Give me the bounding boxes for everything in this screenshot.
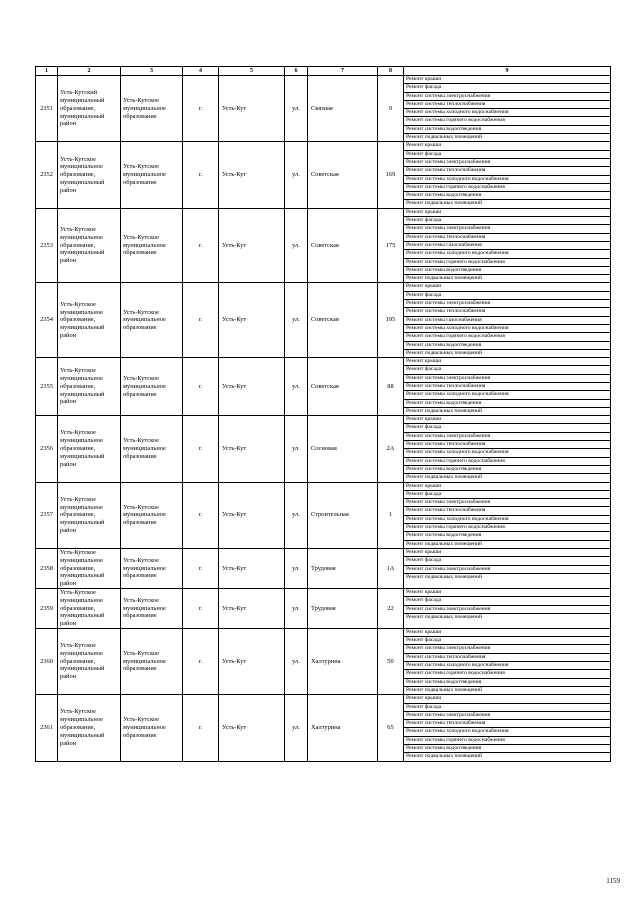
work-item: Ремонт системы горячего водоснабжения <box>404 259 610 267</box>
row-number-cell: 2360 <box>36 628 58 694</box>
work-item: Ремонт системы горячего водоснабжения <box>404 524 610 532</box>
column-number: 4 <box>183 67 219 76</box>
work-item: Ремонт системы горячего водоснабжения <box>404 333 610 341</box>
work-item: Ремонт подвальных помещений <box>406 573 483 580</box>
row-number-cell: 2357 <box>36 482 58 548</box>
street-cell: Советская <box>308 283 378 358</box>
table-row <box>36 695 611 761</box>
locality-cell: Усть-Кут <box>219 588 285 628</box>
municipality-cell: Усть-Кутское муниципальное образование <box>121 628 183 694</box>
column-number-row <box>36 67 611 76</box>
work-item: Ремонт фасада <box>404 491 610 499</box>
locality-cell: Усть-Кут <box>219 548 285 588</box>
work-item: Ремонт подвальных помещений <box>406 134 483 141</box>
municipality-cell: Усть-Кутское муниципальное образование <box>121 482 183 548</box>
locality-type-cell: г. <box>183 76 219 142</box>
table-row <box>36 208 611 283</box>
municipality-cell: Усть-Кутское муниципальное образование <box>121 416 183 482</box>
house-cell: 65 <box>378 695 404 761</box>
table-body <box>36 67 611 762</box>
row-number-cell: 2351 <box>36 76 58 142</box>
work-item: Ремонт системы теплоснабжения <box>404 507 610 515</box>
work-item: Ремонт крыши <box>404 549 610 557</box>
table-row <box>36 482 611 548</box>
table-row <box>36 628 611 694</box>
municipality-cell: Усть-Кутское муниципальное образование <box>121 548 183 588</box>
work-item: Ремонт системы водоотведения <box>404 267 610 275</box>
street-type-cell: ул. <box>285 208 308 283</box>
house-cell: 9 <box>378 76 404 142</box>
table-row <box>36 283 611 358</box>
page-number: 1159 <box>606 877 620 885</box>
work-item: Ремонт системы электроснабжения <box>404 375 610 383</box>
works-cell <box>404 358 611 416</box>
house-cell: 2А <box>378 416 404 482</box>
municipality-cell: Усть-Кутское муниципальное образование <box>121 283 183 358</box>
work-item: Ремонт системы электроснабжения <box>404 606 610 614</box>
work-item: Ремонт системы холодного водоснабжения <box>404 516 610 524</box>
row-number-cell: 2352 <box>36 142 58 208</box>
work-item: Ремонт фасада <box>404 151 610 159</box>
street-cell: Трудовая <box>308 548 378 588</box>
row-number-cell: 2356 <box>36 416 58 482</box>
work-item: Ремонт системы водоотведения <box>404 126 610 134</box>
work-item: Ремонт системы электроснабжения <box>404 300 610 308</box>
locality-type-cell: г. <box>183 358 219 416</box>
locality-cell: Усть-Кут <box>219 695 285 761</box>
work-item: Ремонт системы горячего водоснабжения <box>404 737 610 745</box>
work-item: Ремонт фасада <box>404 366 610 374</box>
house-cell: 22 <box>378 588 404 628</box>
street-cell: Советская <box>308 208 378 283</box>
work-item: Ремонт крыши <box>404 283 610 291</box>
locality-cell: Усть-Кут <box>219 628 285 694</box>
column-number: 6 <box>285 67 308 76</box>
locality-cell: Усть-Кут <box>219 358 285 416</box>
work-item: Ремонт системы электроснабжения <box>404 566 610 574</box>
column-number: 1 <box>36 67 58 76</box>
work-item: Ремонт крыши <box>404 629 610 637</box>
works-cell <box>404 283 611 358</box>
house-cell: 1 <box>378 482 404 548</box>
work-item: Ремонт системы электроснабжения <box>404 433 610 441</box>
works-cell <box>404 142 611 208</box>
row-number-cell: 2353 <box>36 208 58 283</box>
work-item: Ремонт подвальных помещений <box>406 349 483 356</box>
house-cell: 195 <box>378 283 404 358</box>
works-cell <box>404 628 611 694</box>
works-cell <box>404 588 611 628</box>
work-item: Ремонт системы теплоснабжения <box>404 441 610 449</box>
work-item: Ремонт системы горячего водоснабжения <box>404 117 610 125</box>
work-item: Ремонт подвальных помещений <box>406 407 483 414</box>
locality-cell: Усть-Кут <box>219 283 285 358</box>
street-cell: Сосновая <box>308 416 378 482</box>
works-cell <box>404 695 611 761</box>
street-type-cell: ул. <box>285 416 308 482</box>
works-cell <box>404 548 611 588</box>
work-item: Ремонт фасада <box>404 704 610 712</box>
works-cell <box>404 76 611 142</box>
district-cell: Усть-Кутский муниципальный образование, муниципальный район <box>58 76 121 142</box>
work-item: Ремонт системы электроснабжения <box>404 225 610 233</box>
street-type-cell: ул. <box>285 695 308 761</box>
work-item: Ремонт системы теплоснабжения <box>404 101 610 109</box>
locality-cell: Усть-Кут <box>219 482 285 548</box>
house-cell: 175 <box>378 208 404 283</box>
work-item: Ремонт системы теплоснабжения <box>404 383 610 391</box>
street-type-cell: ул. <box>285 142 308 208</box>
work-item: Ремонт системы газоснабжения <box>404 317 610 325</box>
district-cell: Усть-Кутское муниципальное образование, муниципальный район <box>58 482 121 548</box>
table-row <box>36 358 611 416</box>
street-cell: Строительная <box>308 482 378 548</box>
table-row <box>36 142 611 208</box>
locality-type-cell: г. <box>183 208 219 283</box>
district-cell: Усть-Кутское муниципальное образование, муниципальный район <box>58 695 121 761</box>
column-number: 9 <box>404 67 611 76</box>
work-item: Ремонт системы горячего водоснабжения <box>404 458 610 466</box>
district-cell: Усть-Кутское муниципальное образование, муниципальный район <box>58 588 121 628</box>
work-item: Ремонт системы холодного водоснабжения <box>404 250 610 258</box>
table-row <box>36 76 611 142</box>
municipality-cell: Усть-Кутское муниципальное образование <box>121 142 183 208</box>
district-cell: Усть-Кутское муниципальное образование, муниципальный район <box>58 142 121 208</box>
street-type-cell: ул. <box>285 588 308 628</box>
street-type-cell: ул. <box>285 76 308 142</box>
locality-cell: Усть-Кут <box>219 416 285 482</box>
street-type-cell: ул. <box>285 283 308 358</box>
house-cell: 1А <box>378 548 404 588</box>
locality-type-cell: г. <box>183 283 219 358</box>
work-item: Ремонт крыши <box>404 209 610 217</box>
work-item: Ремонт системы электроснабжения <box>404 645 610 653</box>
street-type-cell: ул. <box>285 358 308 416</box>
work-item: Ремонт системы холодного водоснабжения <box>404 662 610 670</box>
work-item: Ремонт подвальных помещений <box>406 540 483 547</box>
work-item: Ремонт системы теплоснабжения <box>404 234 610 242</box>
work-item: Ремонт фасада <box>404 84 610 92</box>
work-item: Ремонт системы водоотведения <box>404 192 610 200</box>
district-cell: Усть-Кутское муниципальное образование, муниципальный район <box>58 548 121 588</box>
street-cell: Советская <box>308 142 378 208</box>
table-row <box>36 548 611 588</box>
work-item: Ремонт крыши <box>404 589 610 597</box>
work-item: Ремонт системы водоотведения <box>404 745 610 753</box>
work-item: Ремонт подвальных помещений <box>406 686 483 693</box>
row-number-cell: 2359 <box>36 588 58 628</box>
column-number: 2 <box>58 67 121 76</box>
street-cell: Советская <box>308 358 378 416</box>
work-item: Ремонт фасада <box>404 217 610 225</box>
work-item: Ремонт системы водоотведения <box>404 679 610 687</box>
district-cell: Усть-Кутское муниципальное образование, муниципальный район <box>58 628 121 694</box>
work-item: Ремонт системы горячего водоснабжения <box>404 670 610 678</box>
repair-program-table <box>35 66 611 762</box>
work-item: Ремонт фасада <box>404 424 610 432</box>
works-cell <box>404 416 611 482</box>
locality-cell: Усть-Кут <box>219 76 285 142</box>
street-type-cell: ул. <box>285 628 308 694</box>
work-item: Ремонт системы холодного водоснабжения <box>404 325 610 333</box>
municipality-cell: Усть-Кутское муниципальное образование <box>121 208 183 283</box>
work-item: Ремонт системы горячего водоснабжения <box>404 184 610 192</box>
locality-cell: Усть-Кут <box>219 208 285 283</box>
work-item: Ремонт подвальных помещений <box>406 275 483 282</box>
work-item: Ремонт системы водоотведения <box>404 400 610 408</box>
work-item: Ремонт крыши <box>404 695 610 703</box>
work-item: Ремонт крыши <box>404 76 610 84</box>
municipality-cell: Усть-Кутское муниципальное образование <box>121 358 183 416</box>
column-number: 7 <box>308 67 378 76</box>
street-cell: Трудовая <box>308 588 378 628</box>
row-number-cell: 2361 <box>36 695 58 761</box>
house-cell: 50 <box>378 628 404 694</box>
work-item: Ремонт фасада <box>404 557 610 565</box>
work-item: Ремонт фасада <box>404 637 610 645</box>
work-item: Ремонт крыши <box>404 483 610 491</box>
work-item: Ремонт крыши <box>404 142 610 150</box>
work-item: Ремонт системы холодного водоснабжения <box>404 728 610 736</box>
work-item: Ремонт системы теплоснабжения <box>404 654 610 662</box>
column-number: 5 <box>219 67 285 76</box>
municipality-cell: Усть-Кутское муниципальное образование <box>121 695 183 761</box>
work-item: Ремонт системы электроснабжения <box>404 159 610 167</box>
work-item: Ремонт системы электроснабжения <box>404 712 610 720</box>
locality-type-cell: г. <box>183 142 219 208</box>
work-item: Ремонт подвальных помещений <box>406 474 483 481</box>
work-item: Ремонт системы холодного водоснабжения <box>404 449 610 457</box>
locality-cell: Усть-Кут <box>219 142 285 208</box>
house-cell: 88 <box>378 358 404 416</box>
row-number-cell: 2354 <box>36 283 58 358</box>
municipality-cell: Усть-Кутское муниципальное образование <box>121 588 183 628</box>
work-item: Ремонт системы теплоснабжения <box>404 308 610 316</box>
work-item: Ремонт подвальных помещений <box>406 613 483 620</box>
street-type-cell: ул. <box>285 482 308 548</box>
municipality-cell: Усть-Кутское муниципальное образование <box>121 76 183 142</box>
locality-type-cell: г. <box>183 588 219 628</box>
work-item: Ремонт системы водоотведения <box>404 532 610 540</box>
work-item: Ремонт системы водоотведения <box>404 466 610 474</box>
work-item: Ремонт системы холодного водоснабжения <box>404 391 610 399</box>
work-item: Ремонт системы электроснабжения <box>404 93 610 101</box>
work-item: Ремонт системы теплоснабжения <box>404 720 610 728</box>
row-number-cell: 2355 <box>36 358 58 416</box>
work-item: Ремонт системы газоснабжения <box>404 242 610 250</box>
table-row <box>36 588 611 628</box>
district-cell: Усть-Кутское муниципальное образование, муниципальный район <box>58 416 121 482</box>
work-item: Ремонт подвальных помещений <box>406 200 483 207</box>
work-item: Ремонт фасада <box>404 292 610 300</box>
locality-type-cell: г. <box>183 548 219 588</box>
locality-type-cell: г. <box>183 628 219 694</box>
work-item: Ремонт системы холодного водоснабжения <box>404 176 610 184</box>
works-cell <box>404 482 611 548</box>
work-item: Ремонт крыши <box>404 416 610 424</box>
locality-type-cell: г. <box>183 695 219 761</box>
column-number: 8 <box>378 67 404 76</box>
locality-type-cell: г. <box>183 482 219 548</box>
district-cell: Усть-Кутское муниципальное образование, муниципальный район <box>58 358 121 416</box>
locality-type-cell: г. <box>183 416 219 482</box>
row-number-cell: 2358 <box>36 548 58 588</box>
work-item: Ремонт системы водоотведения <box>404 342 610 350</box>
street-cell: Халтурина <box>308 628 378 694</box>
house-cell: 169 <box>378 142 404 208</box>
street-cell: Связная <box>308 76 378 142</box>
work-item: Ремонт системы теплоснабжения <box>404 167 610 175</box>
work-item: Ремонт фасада <box>404 597 610 605</box>
work-item: Ремонт крыши <box>404 358 610 366</box>
column-number: 3 <box>121 67 183 76</box>
work-item: Ремонт подвальных помещений <box>406 753 483 760</box>
works-cell <box>404 208 611 283</box>
table-row <box>36 416 611 482</box>
district-cell: Усть-Кутское муниципальное образование, муниципальный район <box>58 283 121 358</box>
district-cell: Усть-Кутское муниципальное образование, муниципальный район <box>58 208 121 283</box>
street-cell: Халтурина <box>308 695 378 761</box>
street-type-cell: ул. <box>285 548 308 588</box>
work-item: Ремонт системы холодного водоснабжения <box>404 109 610 117</box>
work-item: Ремонт системы электроснабжения <box>404 499 610 507</box>
